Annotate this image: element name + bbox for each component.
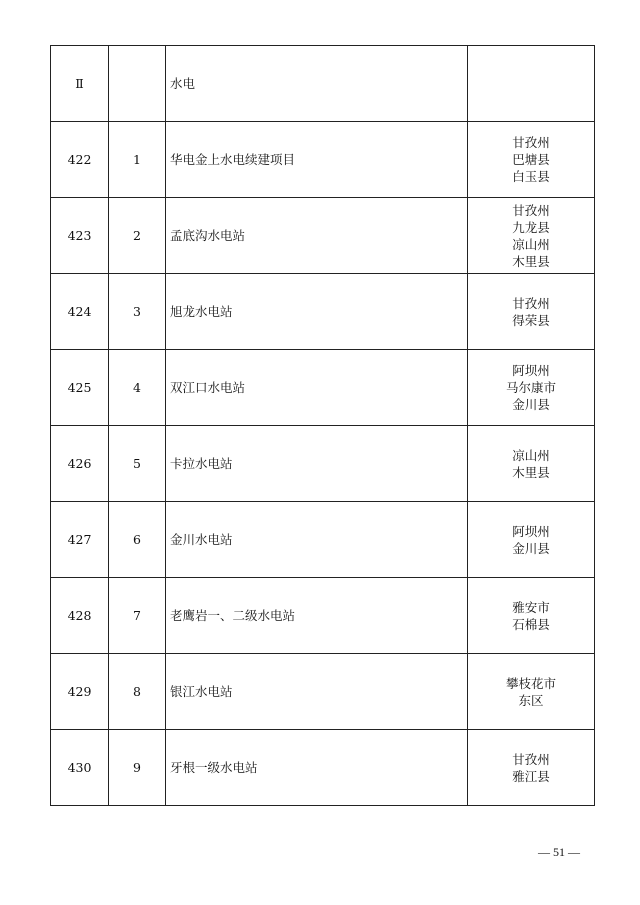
row-sequence: 7: [109, 578, 166, 654]
table-row: [51, 730, 595, 806]
project-location: [468, 350, 595, 426]
project-name: 孟底沟水电站: [166, 198, 468, 274]
table-row: [51, 122, 595, 198]
row-sequence: 9: [109, 730, 166, 806]
project-location: [468, 122, 595, 198]
project-location: [468, 274, 595, 350]
location-line: 巴塘县: [512, 152, 550, 167]
location-line: 得荣县: [512, 312, 550, 328]
location-line: 阿坝州: [512, 523, 550, 539]
project-location: [468, 730, 595, 806]
location-line: 甘孜州: [512, 135, 550, 150]
category-row: [51, 46, 595, 122]
project-location: [468, 198, 595, 274]
location-line: 九龙县: [512, 219, 550, 235]
project-name: 卡拉水电站: [166, 426, 468, 502]
table-row: [51, 578, 595, 654]
row-sequence: 3: [109, 274, 166, 350]
category-seq: [109, 46, 166, 122]
table-row: [51, 198, 595, 274]
row-sequence: 2: [109, 198, 166, 274]
row-sequence: 8: [109, 654, 166, 730]
row-number: 424: [51, 274, 109, 350]
project-name: 华电金上水电续建项目: [166, 122, 468, 198]
location-line: 石棉县: [512, 616, 550, 632]
category-location: [468, 46, 595, 122]
project-name: 双江口水电站: [166, 350, 468, 426]
location-line: 马尔康市: [505, 380, 556, 395]
project-name: 金川水电站: [166, 502, 468, 578]
project-name: 老鹰岩一、二级水电站: [166, 578, 468, 654]
row-sequence: 5: [109, 426, 166, 502]
project-location: [468, 654, 595, 730]
project-location: [468, 578, 595, 654]
project-table: [50, 45, 595, 806]
table-row: [51, 274, 595, 350]
location-line: 阿坝州: [512, 363, 550, 378]
project-location: [468, 502, 595, 578]
table-row: [51, 654, 595, 730]
table-row: [51, 426, 595, 502]
location-line: 甘孜州: [512, 751, 550, 767]
row-sequence: 1: [109, 122, 166, 198]
location-line: 攀枝花市: [505, 675, 556, 691]
location-line: 东区: [518, 692, 544, 708]
location-line: 白玉县: [512, 169, 550, 184]
location-line: 木里县: [512, 253, 550, 269]
row-sequence: 6: [109, 502, 166, 578]
location-line: 木里县: [512, 464, 550, 480]
row-number: 423: [51, 198, 109, 274]
category-code: Ⅱ: [51, 46, 109, 122]
page-number: — 51 —: [538, 845, 580, 859]
project-name: 银江水电站: [166, 654, 468, 730]
row-sequence: 4: [109, 350, 166, 426]
row-number: 428: [51, 578, 109, 654]
row-number: 429: [51, 654, 109, 730]
location-line: 凉山州: [512, 236, 550, 252]
row-number: 430: [51, 730, 109, 806]
project-name: 牙根一级水电站: [166, 730, 468, 806]
project-location: [468, 426, 595, 502]
row-number: 427: [51, 502, 109, 578]
location-line: 甘孜州: [512, 202, 550, 218]
location-line: 凉山州: [512, 447, 550, 463]
location-line: 金川县: [512, 540, 550, 556]
table-row: [51, 350, 595, 426]
location-line: 雅安市: [512, 599, 550, 615]
row-number: 426: [51, 426, 109, 502]
row-number: 422: [51, 122, 109, 198]
table-row: [51, 502, 595, 578]
category-name: 水电: [166, 46, 468, 122]
project-name: 旭龙水电站: [166, 274, 468, 350]
location-line: 甘孜州: [512, 295, 550, 311]
location-line: 金川县: [512, 397, 550, 412]
location-line: 雅江县: [512, 768, 550, 784]
row-number: 425: [51, 350, 109, 426]
